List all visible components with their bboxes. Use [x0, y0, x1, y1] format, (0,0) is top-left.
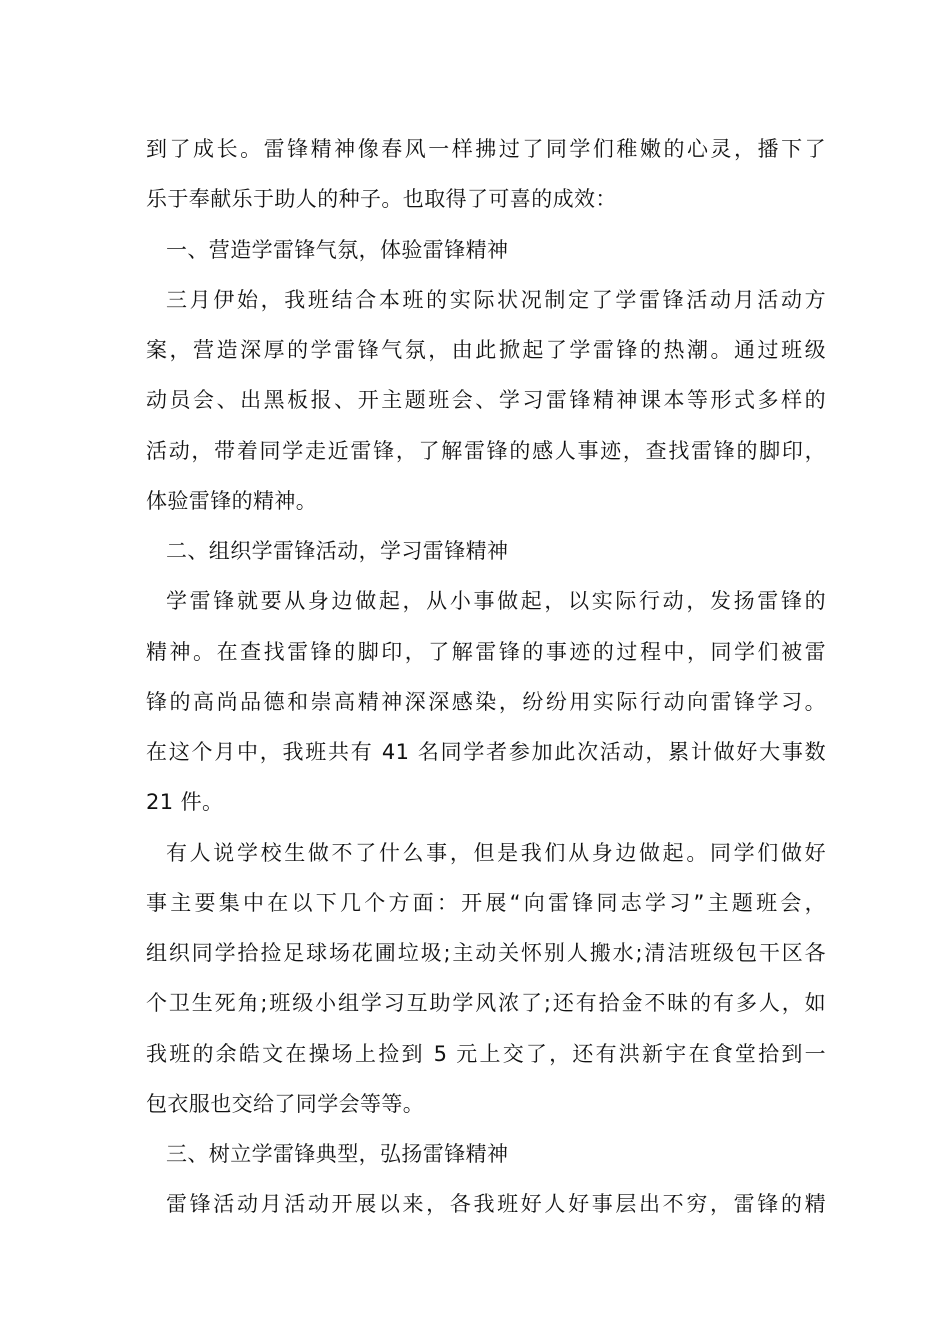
text-line: 个卫生死角;班级小组学习互助学风浓了;还有拾金不昧的有多人，如 [146, 991, 826, 1015]
text-line: 乐于奉献乐于助人的种子。也取得了可喜的成效： [146, 187, 617, 211]
text-line: 事主要集中在以下几个方面：开展“向雷锋同志学习”主题班会， [146, 891, 826, 915]
text-line: 精神。在查找雷锋的脚印，了解雷锋的事迹的过程中，同学们被雷 [146, 640, 826, 664]
text-line: 案，营造深厚的学雷锋气氛，由此掀起了学雷锋的热潮。通过班级 [146, 338, 826, 362]
text-line: 组织同学拾捡足球场花圃垃圾;主动关怀别人搬水;清洁班级包干区各 [146, 941, 826, 965]
text-line: 到了成长。雷锋精神像春风一样拂过了同学们稚嫩的心灵，播下了 [146, 137, 826, 161]
text-line: 学雷锋就要从身边做起，从小事做起，以实际行动，发扬雷锋的 [166, 589, 826, 613]
text-line: 在这个月中，我班共有 41 名同学者参加此次活动，累计做好大事数 [146, 740, 826, 764]
text-line: 动员会、出黑板报、开主题班会、学习雷锋精神课本等形式多样的 [146, 388, 826, 412]
text-line: 我班的余皓文在操场上捡到 5 元上交了，还有洪新宇在食堂拾到一 [146, 1042, 826, 1066]
text-line: 有人说学校生做不了什么事，但是我们从身边做起。同学们做好 [166, 841, 826, 865]
text-line: 三月伊始，我班结合本班的实际状况制定了学雷锋活动月活动方 [166, 288, 826, 312]
text-line: 锋的高尚品德和崇高精神深深感染，纷纷用实际行动向雷锋学习。 [146, 690, 826, 714]
section-heading: 一、营造学雷锋气氛，体验雷锋精神 [166, 238, 509, 262]
text-line: 雷锋活动月活动开展以来，各我班好人好事层出不穷，雷锋的精 [166, 1192, 826, 1216]
text-line: 21 件。 [146, 790, 224, 814]
text-line: 包衣服也交给了同学会等等。 [146, 1092, 425, 1116]
section-heading: 二、组织学雷锋活动，学习雷锋精神 [166, 539, 509, 563]
text-line: 体验雷锋的精神。 [146, 489, 318, 513]
text-line: 活动，带着同学走近雷锋，了解雷锋的感人事迹，查找雷锋的脚印， [146, 439, 826, 463]
section-heading: 三、树立学雷锋典型，弘扬雷锋精神 [166, 1142, 509, 1166]
